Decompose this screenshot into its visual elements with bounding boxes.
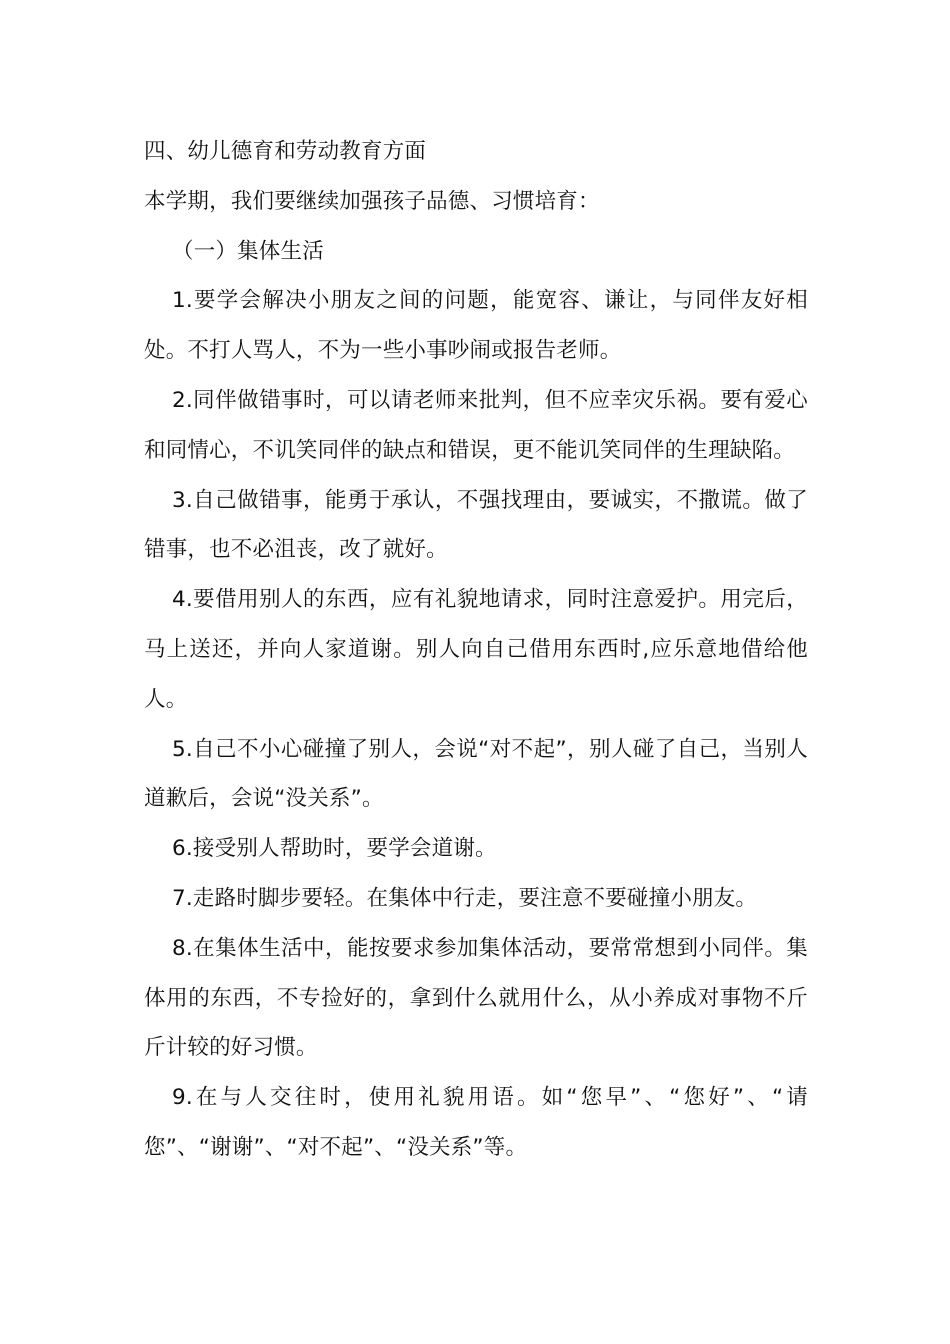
list-item: 2.同伴做错事时，可以请老师来批判，但不应幸灾乐祸。要有爱心和同情心，不讥笑同伴的缺点和错误，更不能讥笑同伴的生理缺陷。 xyxy=(144,387,808,463)
list-item: 6.接受别人帮助时，要学会道谢。 xyxy=(172,836,497,862)
intro-paragraph: 本学期，我们要继续加强孩子品德、习惯培育： xyxy=(144,188,600,214)
document-body xyxy=(144,127,808,1173)
list-item: 5.自己不小心碰撞了别人，会说“对不起”，别人碰了自己，当别人道歉后，会说“没关系”。 xyxy=(144,736,808,812)
list-item: 3.自己做错事，能勇于承认，不强找理由，要诚实，不撒谎。做了错事，也不必沮丧，改了就好。 xyxy=(144,487,808,563)
section-heading: 四、幼儿德育和劳动教育方面 xyxy=(144,139,427,164)
list-item: 4.要借用别人的东西，应有礼貌地请求，同时注意爱护。用完后，马上送还，并向人家道谢。别人向自己借用东西时,应乐意地借给他人。 xyxy=(144,587,808,712)
list-item: 9.在与人交往时，使用礼貌用语。如“您早”、“您好”、“请您”、“谢谢”、“对不起”、“没关系”等。 xyxy=(144,1085,808,1160)
list-item: 8.在集体生活中，能按要求参加集体活动，要常常想到小同伴。集体用的东西，不专捡好的，拿到什么就用什么，从小养成对事物不斤斤计较的好习惯。 xyxy=(144,935,808,1061)
list-item: 7.走路时脚步要轻。在集体中行走，要注意不要碰撞小朋友。 xyxy=(172,885,758,911)
list-item: 1.要学会解决小朋友之间的问题，能宽容、谦让，与同伴友好相处。不打人骂人，不为一些小事吵闹或报告老师。 xyxy=(144,288,808,364)
subsection-heading: （一）集体生活 xyxy=(172,238,324,264)
